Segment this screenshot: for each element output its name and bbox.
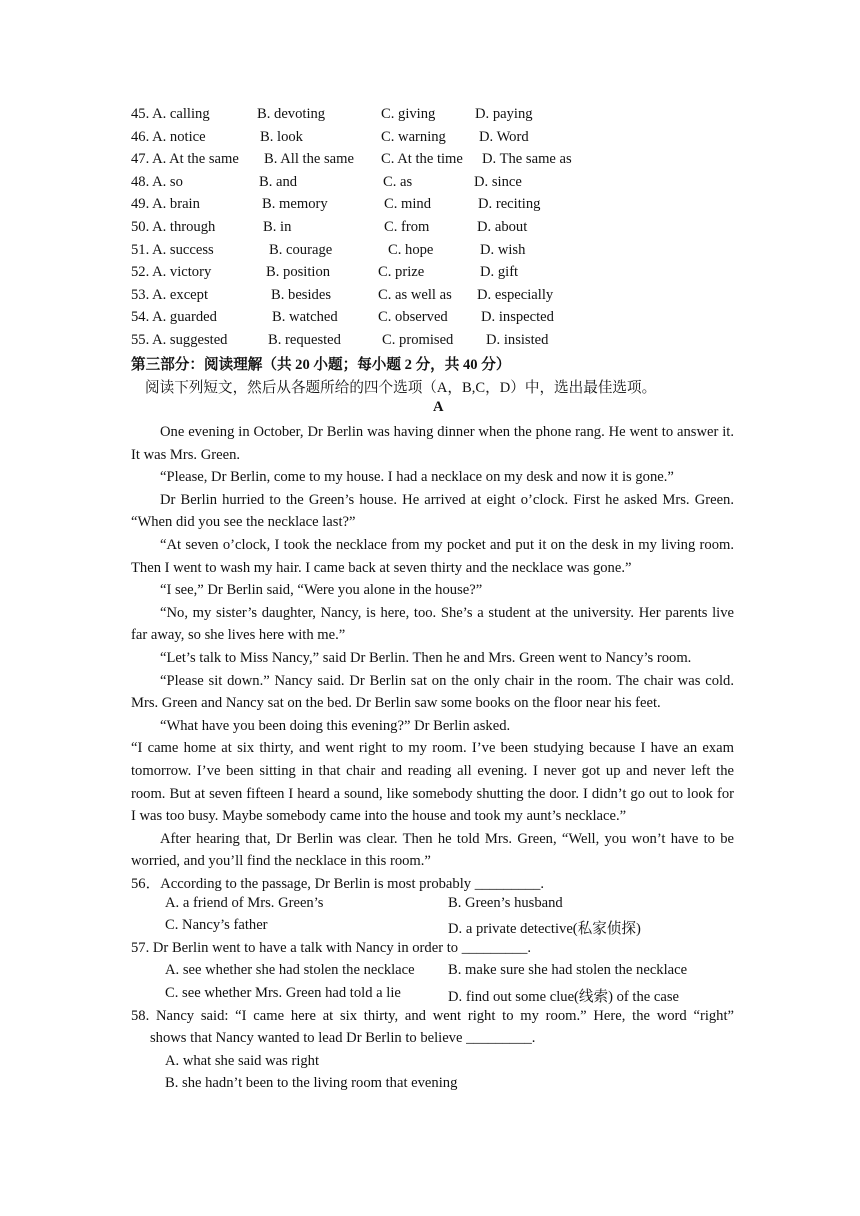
cloze-option-a[interactable]: 52. A. victory	[131, 264, 212, 281]
cloze-option-a[interactable]: 45. A. calling	[131, 106, 210, 122]
paragraph: Dr Berlin hurried to the Green’s house. He arrived at eight o’clock. First he asked Mrs. Green. “When did you see the necklace last?”	[131, 491, 734, 531]
cloze-option-c[interactable]: C. warning	[381, 128, 446, 145]
cloze-option-b[interactable]: B. watched	[272, 309, 338, 326]
question-58-stem-line1: 58. Nancy said: “I came here at six thirty, and went right to my room.” Here, the word “right”	[131, 1008, 734, 1024]
cloze-option-b[interactable]: B. look	[260, 128, 303, 145]
cloze-option-d[interactable]: D. especially	[477, 286, 554, 303]
cloze-option-b[interactable]: B. besides	[271, 286, 331, 303]
cloze-option-b[interactable]: B. courage	[269, 241, 333, 258]
cloze-option-c[interactable]: C. observed	[378, 309, 448, 326]
cloze-option-a[interactable]: 55. A. suggested	[131, 332, 228, 348]
passage	[131, 421, 734, 873]
cloze-option-c[interactable]: C. giving	[381, 106, 436, 122]
cloze-option-a[interactable]: 50. A. through	[131, 219, 216, 235]
cloze-option-c[interactable]: C. prize	[378, 264, 425, 281]
cloze-option-b[interactable]: B. devoting	[257, 106, 326, 122]
cloze-option-b[interactable]: B. in	[263, 219, 292, 235]
paragraph: “Please, Dr Berlin, come to my house. I had a necklace on my desk and now it is gone.”	[160, 469, 674, 486]
paragraph: One evening in October, Dr Berlin was having dinner when the phone rang. He went to answer it. It was Mrs. Green.	[131, 424, 734, 463]
section-instruction: 阅读下列短文，然后从各题所给的四个选项（A，B,C，D）中，选出最佳选项。	[145, 380, 657, 396]
question-56-option-b[interactable]: B. Green’s husband	[448, 895, 563, 911]
cloze-option-c[interactable]: C. promised	[382, 332, 454, 348]
paragraph: “I see,” Dr Berlin said, “Were you alone in the house?”	[160, 582, 483, 599]
question-57-option-d[interactable]: D. find out some clue(线索) of the case	[448, 989, 679, 1005]
paragraph: “Let’s talk to Miss Nancy,” said Dr Berlin. Then he and Mrs. Green went to Nancy’s room.	[160, 649, 692, 666]
cloze-option-b[interactable]: B. All the same	[264, 151, 354, 168]
cloze-option-d[interactable]: D. reciting	[478, 196, 541, 213]
cloze-option-b[interactable]: B. requested	[268, 332, 341, 348]
question-56-option-c[interactable]: C. Nancy’s father	[165, 917, 268, 933]
question-58-stem-line2: shows that Nancy wanted to lead Dr Berlin to believe _________.	[150, 1030, 536, 1046]
cloze-option-a[interactable]: 46. A. notice	[131, 128, 206, 145]
cloze-option-d[interactable]: D. paying	[475, 106, 533, 122]
cloze-option-d[interactable]: D. about	[477, 219, 528, 235]
cloze-option-a[interactable]: 47. A. At the same	[131, 151, 239, 168]
question-56-stem: 56．According to the passage, Dr Berlin is most probably _________.	[131, 876, 545, 892]
cloze-option-d[interactable]: D. Word	[479, 128, 529, 145]
cloze-option-d[interactable]: D. The same as	[482, 151, 572, 168]
section-heading: 第三部分：阅读理解（共 20 小题；每小题 2 分，共 40 分）	[131, 357, 511, 373]
cloze-option-c[interactable]: C. hope	[388, 241, 434, 258]
cloze-option-b[interactable]: B. memory	[262, 196, 328, 213]
cloze-option-d[interactable]: D. insisted	[486, 332, 549, 348]
cloze-option-a[interactable]: 49. A. brain	[131, 196, 200, 213]
question-56-option-d[interactable]: D. a private detective(私家侦探)	[448, 921, 641, 937]
question-57-option-a[interactable]: A. see whether she had stolen the necklace	[165, 962, 415, 978]
cloze-option-c[interactable]: C. mind	[384, 196, 432, 213]
paragraph: “No, my sister’s daughter, Nancy, is here, too. She’s a student at the university. Her parents live far away, so she lives here with me.”	[131, 604, 734, 644]
cloze-option-d[interactable]: D. since	[474, 173, 522, 190]
paragraph: “I came home at six thirty, and went right to my room. I’ve been studying because I have an exam tomorrow. I’ve been sitting in that chair and reading all evening. I never got up and never left the room. But at seven fifteen I heard a sound, like somebody shutting the door. I didn’t go out to look for I was too busy. Maybe somebody came into the house and took my aunt’s necklace.”	[131, 740, 734, 825]
question-56-option-a[interactable]: A. a friend of Mrs. Green’s	[165, 895, 324, 911]
question-58-option-a[interactable]: A. what she said was right	[165, 1053, 320, 1069]
passage-label: A	[433, 399, 444, 415]
paragraph: “Please sit down.” Nancy said. Dr Berlin sat on the only chair in the room. The chair was cold. Mrs. Green and Nancy sat on the bed. Dr Berlin saw some books on the floor near his feet.	[131, 672, 734, 712]
cloze-option-d[interactable]: D. inspected	[481, 309, 554, 326]
question-57-stem: 57. Dr Berlin went to have a talk with Nancy in order to _________.	[131, 940, 532, 956]
cloze-option-a[interactable]: 53. A. except	[131, 286, 209, 303]
cloze-option-d[interactable]: D. wish	[480, 241, 526, 258]
cloze-option-a[interactable]: 54. A. guarded	[131, 309, 217, 326]
cloze-option-b[interactable]: B. and	[259, 173, 298, 190]
question-57-option-c[interactable]: C. see whether Mrs. Green had told a lie	[165, 985, 401, 1001]
cloze-option-c[interactable]: C. as well as	[378, 286, 452, 303]
question-58-option-b[interactable]: B. she hadn’t been to the living room that evening	[165, 1075, 458, 1091]
cloze-option-d[interactable]: D. gift	[480, 264, 519, 281]
cloze-option-c[interactable]: C. At the time	[381, 151, 463, 168]
cloze-option-c[interactable]: C. as	[383, 173, 413, 190]
paragraph: “At seven o’clock, I took the necklace from my pocket and put it on the desk in my living room. Then I went to wash my hair. I came back at seven thirty and the necklace was gone.”	[131, 536, 734, 576]
question-57-option-b[interactable]: B. make sure she had stolen the necklace	[448, 962, 688, 978]
cloze-option-a[interactable]: 51. A. success	[131, 241, 214, 258]
cloze-option-a[interactable]: 48. A. so	[131, 173, 183, 190]
cloze-option-c[interactable]: C. from	[384, 219, 430, 235]
paragraph: After hearing that, Dr Berlin was clear. Then he told Mrs. Green, “Well, you won’t have to be worried, and you’ll find the necklace in this room.”	[131, 830, 734, 870]
cloze-option-b[interactable]: B. position	[266, 264, 331, 281]
paragraph: “What have you been doing this evening?” Dr Berlin asked.	[160, 717, 511, 734]
